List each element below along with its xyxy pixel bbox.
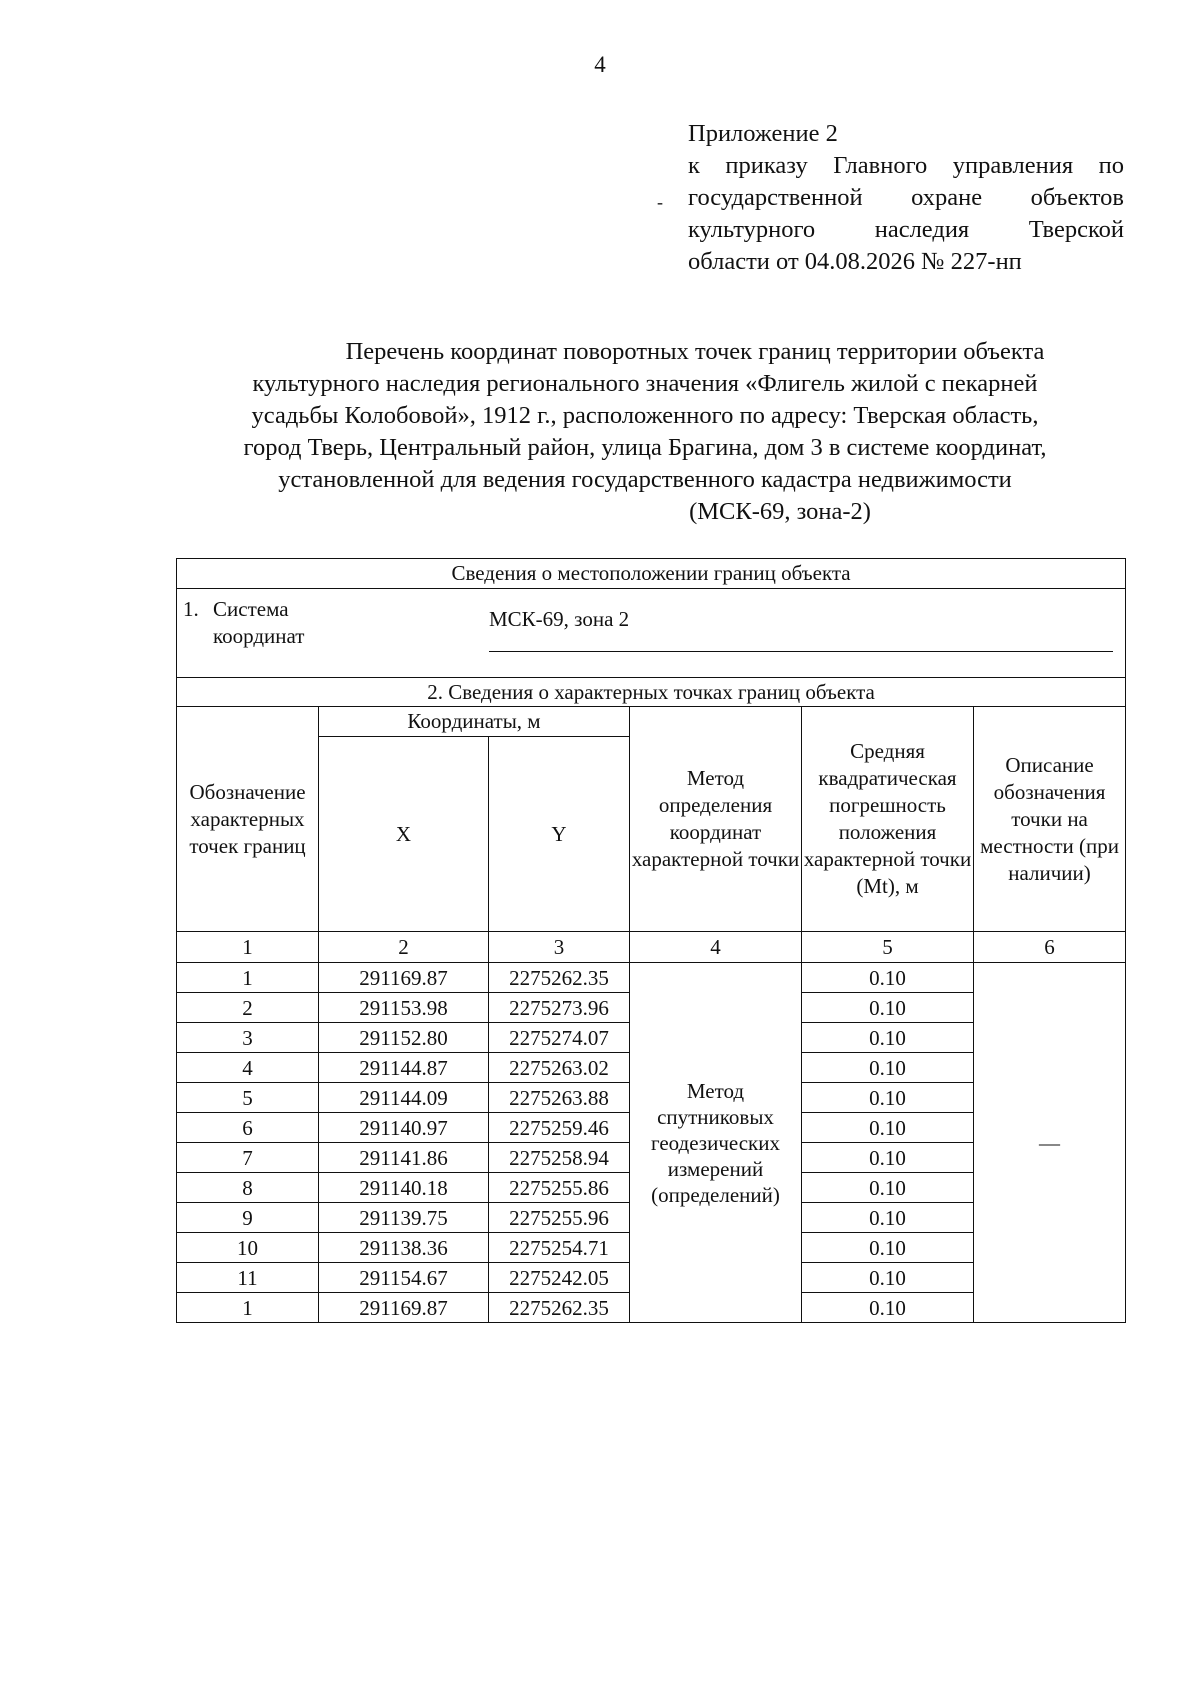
point-designation: 2 [177, 993, 319, 1023]
page-number: 4 [594, 52, 606, 77]
column-number-5: 5 [802, 932, 974, 963]
coord-x: 291154.67 [319, 1263, 489, 1293]
coord-y: 2275259.46 [489, 1113, 630, 1143]
point-designation: 1 [177, 1293, 319, 1323]
coord-y: 2275242.05 [489, 1263, 630, 1293]
description-value: — [1039, 1130, 1061, 1155]
appendix-line-3: государственной охране объектов [688, 184, 1124, 211]
point-designation: 4 [177, 1053, 319, 1083]
accuracy-mt: 0.10 [802, 1263, 974, 1293]
coordinates-table [176, 558, 1126, 1323]
coord-system-number: 1. [183, 597, 199, 621]
point-designation: 1 [177, 963, 319, 993]
coord-x: 291141.86 [319, 1143, 489, 1173]
method-cell: Метод спутниковых геодезических измерений (определений) [630, 963, 802, 1323]
accuracy-mt: 0.10 [802, 1143, 974, 1173]
column-number-6: 6 [974, 932, 1126, 963]
accuracy-mt: 0.10 [802, 993, 974, 1023]
coord-system-underline [489, 651, 1113, 652]
appendix-line-2: к приказу Главного управления по [688, 152, 1124, 179]
header-coordinates: Координаты, м [319, 707, 630, 737]
appendix-line-5: области от 04.08.2026 № 227-нп [688, 248, 1022, 275]
coord-y: 2275274.07 [489, 1023, 630, 1053]
accuracy-mt: 0.10 [802, 1113, 974, 1143]
point-designation: 8 [177, 1173, 319, 1203]
column-number-2: 2 [319, 932, 489, 963]
accuracy-mt: 0.10 [802, 1203, 974, 1233]
description-cell [974, 963, 1126, 1323]
section2-header: 2. Сведения о характерных точках границ объекта [177, 678, 1126, 707]
table-row [177, 963, 1126, 993]
accuracy-mt: 0.10 [802, 1233, 974, 1263]
coord-y: 2275258.94 [489, 1143, 630, 1173]
coord-x: 291169.87 [319, 1293, 489, 1323]
coord-y: 2275262.35 [489, 1293, 630, 1323]
header-description: Описание обозначения точки на местности (при наличии) [974, 707, 1126, 932]
title-line-3: усадьбы Колобовой», 1912 г., расположенного по адресу: Тверская область, [251, 402, 1039, 429]
section-header: Сведения о местоположении границ объекта [177, 559, 1126, 589]
accuracy-mt: 0.10 [802, 963, 974, 993]
header-accuracy: Средняя квадратическая погрешность положения характерной точки (Mt), м [802, 707, 974, 932]
column-number-4: 4 [630, 932, 802, 963]
column-number-1: 1 [177, 932, 319, 963]
coord-x: 291153.98 [319, 993, 489, 1023]
point-designation: 3 [177, 1023, 319, 1053]
column-number-3: 3 [489, 932, 630, 963]
coord-system-label-line-2: координат [213, 624, 305, 648]
accuracy-mt: 0.10 [802, 1083, 974, 1113]
coord-y: 2275254.71 [489, 1233, 630, 1263]
coord-y: 2275273.96 [489, 993, 630, 1023]
header-designation: Обозначение характерных точек границ [177, 707, 319, 932]
header-method: Метод определения координат характерной точки [630, 707, 802, 932]
title-line-6: (МСК-69, зона-2) [689, 498, 871, 525]
title-line-1: Перечень координат поворотных точек границ территории объекта [345, 338, 1045, 365]
accuracy-mt: 0.10 [802, 1023, 974, 1053]
coord-x: 291144.09 [319, 1083, 489, 1113]
coord-system-label [213, 596, 304, 650]
coord-system-label-line-1: Система [213, 597, 289, 621]
coord-system-value: МСК-69, зона 2 [489, 607, 630, 631]
coord-x: 291140.18 [319, 1173, 489, 1203]
coord-y: 2275263.02 [489, 1053, 630, 1083]
title-line-2: культурного наследия регионального значения «Флигель жилой с пекарней [252, 370, 1038, 397]
accuracy-mt: 0.10 [802, 1293, 974, 1323]
accuracy-mt: 0.10 [802, 1173, 974, 1203]
title-line-5: установленной для ведения государственного кадастра недвижимости [278, 466, 1012, 493]
document-title [170, 336, 1120, 528]
appendix-line-1: Приложение 2 [688, 120, 838, 147]
accuracy-mt: 0.10 [802, 1053, 974, 1083]
coord-y: 2275255.96 [489, 1203, 630, 1233]
coord-y: 2275263.88 [489, 1083, 630, 1113]
point-designation: 9 [177, 1203, 319, 1233]
header-x: X [319, 737, 489, 932]
stray-mark: ‐ [657, 192, 663, 212]
appendix-line-4: культурного наследия Тверской [688, 216, 1124, 243]
coord-x: 291138.36 [319, 1233, 489, 1263]
appendix-header [688, 118, 1124, 278]
point-designation: 6 [177, 1113, 319, 1143]
coord-x: 291169.87 [319, 963, 489, 993]
point-designation: 11 [177, 1263, 319, 1293]
title-line-4: город Тверь, Центральный район, улица Брагина, дом 3 в системе координат, [243, 434, 1047, 461]
point-designation: 7 [177, 1143, 319, 1173]
coord-x: 291139.75 [319, 1203, 489, 1233]
coord-x: 291140.97 [319, 1113, 489, 1143]
coord-x: 291144.87 [319, 1053, 489, 1083]
point-designation: 10 [177, 1233, 319, 1263]
header-y: Y [489, 737, 630, 932]
point-designation: 5 [177, 1083, 319, 1113]
coord-system-row [177, 589, 1126, 678]
coord-y: 2275255.86 [489, 1173, 630, 1203]
coord-y: 2275262.35 [489, 963, 630, 993]
coord-x: 291152.80 [319, 1023, 489, 1053]
